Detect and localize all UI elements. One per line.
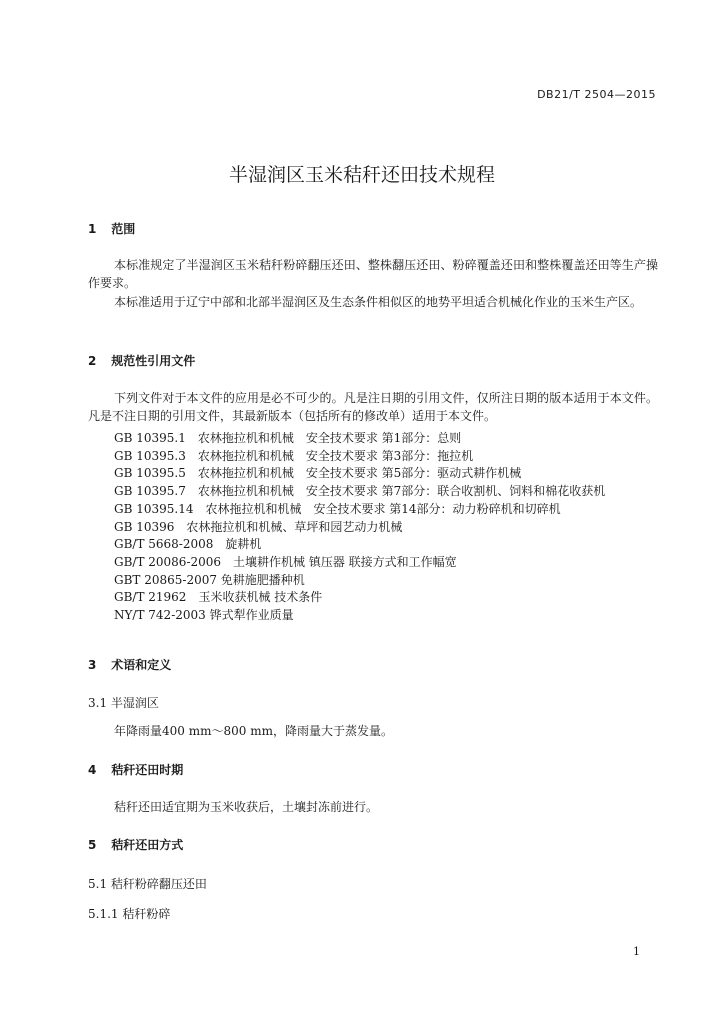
section-2-paragraph-1: 下列文件对于本文件的应用是必不可少的。凡是注日期的引用文件，仅所注日期的版本适用于本文件。凡是不注日期的引用文件，其最新版本（包括所有的修改单）适用于本文件。 (88, 391, 658, 423)
definition-text: 年降雨量400 mm～800 mm，降雨量大于蒸发量。 (114, 724, 393, 738)
standard-code: DB21/T 2504—2015 (537, 88, 656, 101)
section-1-paragraph-2: 本标准适用于辽宁中部和北部半湿润区及生态条件相似区的地势平坦适合机械化作业的玉米生产区。 (114, 295, 643, 309)
section-2-heading (88, 352, 195, 369)
reference-item: GB 10395.7 农林拖拉机和机械 安全技术要求 第7部分：联合收割机、饲料和棉花收获机 (114, 484, 606, 499)
section-number: 1 (88, 222, 97, 236)
subsection-5-1-1-heading (88, 905, 170, 922)
reference-item: GB 10395.5 农林拖拉机和机械 安全技术要求 第5部分：驱动式耕作机械 (114, 466, 522, 481)
reference-list (114, 430, 605, 625)
subsection-title: 秸秆粉碎翻压还田 (110, 877, 207, 891)
reference-item: GBT 20865-2007 免耕施肥播种机 (114, 572, 305, 587)
section-1-heading (88, 220, 135, 237)
subsection-number: 3.1 (88, 696, 108, 710)
section-title: 范围 (111, 222, 136, 236)
page-number: 1 (633, 945, 640, 958)
subsection-number: 5.1.1 (88, 907, 119, 921)
reference-item: GB 10396 农林拖拉机和机械、草坪和园艺动力机械 (114, 519, 403, 534)
subsection-number: 5.1 (88, 877, 108, 891)
subsection-3-1-heading (88, 694, 159, 711)
section-4-heading (88, 761, 183, 778)
subsection-title: 半湿润区 (110, 696, 159, 710)
section-title: 秸秆还田方式 (111, 838, 184, 852)
reference-item: GB 10395.1 农林拖拉机和机械 安全技术要求 第1部分：总则 (114, 431, 462, 445)
section-number: 3 (88, 658, 97, 672)
reference-item: NY/T 742-2003 铧式犁作业质量 (114, 608, 294, 623)
subsection-5-1-heading (88, 875, 207, 892)
subsection-title: 秸秆粉碎 (122, 907, 171, 921)
section-4-body: 秸秆还田适宜期为玉米收获后，土壤封冻前进行。 (114, 800, 379, 814)
reference-item: GB 10395.14 农林拖拉机和机械 安全技术要求 第14部分：动力粉碎机和切碎机 (114, 501, 561, 516)
reference-item: GB/T 5668-2008 旋耕机 (114, 537, 262, 552)
document-title: 半湿润区玉米秸秆还田技术规程 (228, 164, 495, 186)
reference-item: GB 10395.3 农林拖拉机和机械 安全技术要求 第3部分：拖拉机 (114, 448, 474, 463)
section-1-paragraph-1: 本标准规定了半湿润区玉米秸秆粉碎翻压还田、整株翻压还田、粉碎覆盖还田和整株覆盖还田等生产操作要求。 (88, 258, 658, 290)
section-number: 5 (88, 838, 97, 852)
section-number: 4 (88, 763, 97, 777)
section-5-heading (88, 836, 183, 853)
section-title: 规范性引用文件 (111, 354, 196, 368)
reference-item: GB/T 20086-2006 土壤耕作机械 镇压器 联接方式和工作幅宽 (114, 554, 457, 569)
section-title: 秸秆还田时期 (111, 763, 184, 777)
section-title: 术语和定义 (111, 658, 172, 672)
section-number: 2 (88, 354, 97, 368)
section-3-heading (88, 656, 171, 673)
reference-item: GB/T 21962 玉米收获机械 技术条件 (114, 590, 323, 605)
